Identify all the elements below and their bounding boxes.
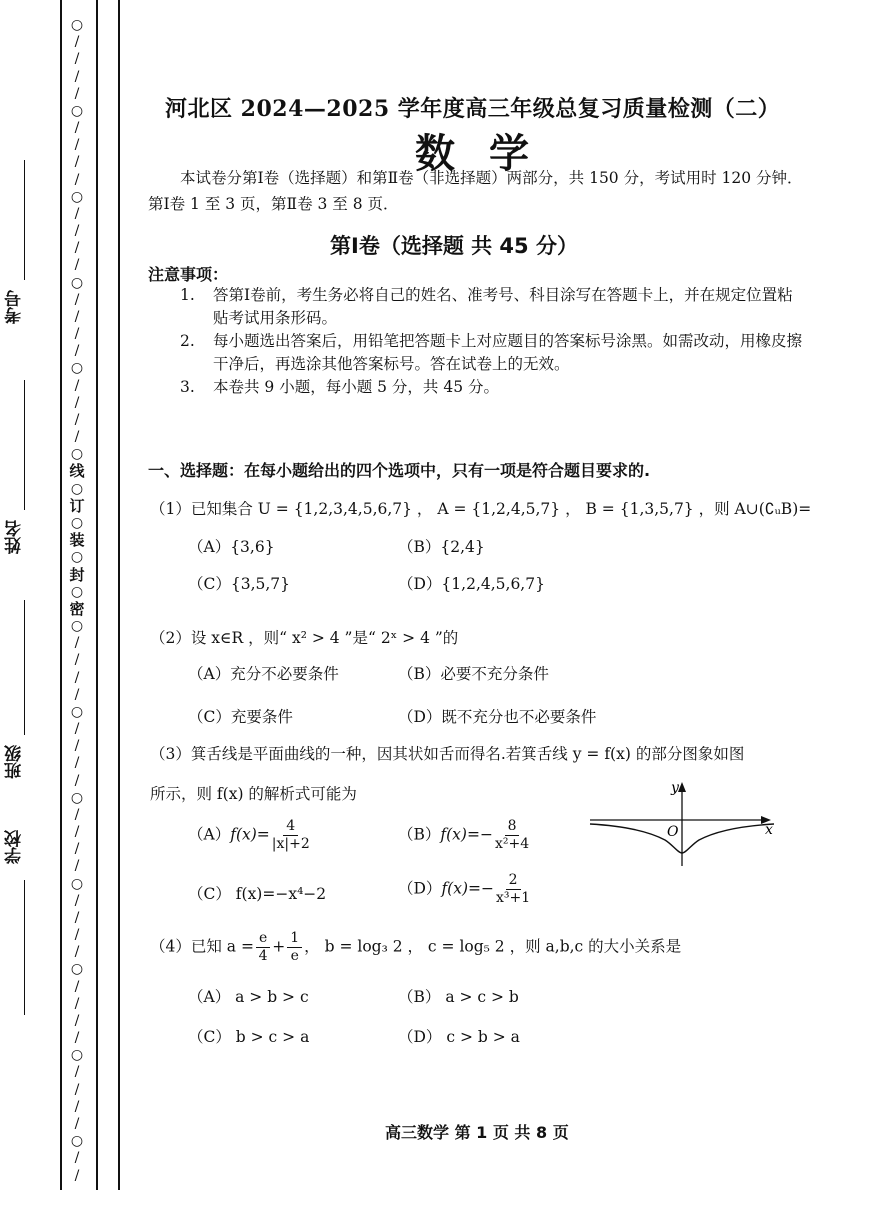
seal-slash: / [74, 652, 80, 669]
question-4-option-d: （D） c > b > a [398, 1028, 520, 1046]
denominator: x³+1 [496, 890, 531, 906]
seal-slash: / [74, 34, 80, 51]
seal-slash: / [74, 257, 80, 274]
seal-word: 订 [69, 496, 85, 515]
seal-ring: ○ [70, 188, 84, 205]
seal-slash: / [74, 806, 80, 823]
y-axis-arrow [678, 782, 686, 792]
question-3-option-a [188, 818, 312, 853]
question-2-option-a: （A）充分不必要条件 [188, 665, 339, 683]
seal-slash: / [74, 909, 80, 926]
seal-slash: / [74, 411, 80, 428]
seal-word: 封 [69, 565, 85, 584]
seal-slash: / [74, 995, 80, 1012]
option-prefix: （B） [398, 825, 441, 844]
seal-slash: / [74, 824, 80, 841]
seal-slash: / [74, 892, 80, 909]
seal-slash: / [74, 1064, 80, 1081]
origin-label: O [667, 824, 679, 840]
seal-ring: ○ [70, 549, 84, 566]
field-label-school: 学校 [5, 830, 25, 864]
seal-slash: / [74, 120, 80, 137]
seal-slash: / [74, 686, 80, 703]
denominator: x²+4 [494, 836, 530, 852]
seal-ring: ○ [70, 514, 84, 531]
seal-slash: / [74, 978, 80, 995]
question-4-option-b: （B） a > c > b [398, 988, 519, 1006]
seal-slash: / [74, 85, 80, 102]
seal-ring: ○ [70, 618, 84, 635]
fraction [256, 930, 270, 965]
seal-ring: ○ [70, 17, 84, 33]
seal-slash: / [74, 154, 80, 171]
notice-number: 2. [180, 332, 195, 350]
notice-text: 本卷共 9 小题，每小题 5 分，共 45 分。 [213, 378, 500, 396]
question-1-option-d: （D）{1,2,4,5,6,7} [398, 575, 545, 593]
question-1-option-c: （C）{3,5,7} [188, 575, 291, 593]
seal-ring: ○ [70, 583, 84, 600]
notice-number: 1. [180, 286, 195, 304]
seal-slash: / [74, 1030, 80, 1047]
function-lhs: f(x)= [230, 825, 270, 844]
question-2-option-b: （B）必要不充分条件 [398, 665, 549, 683]
field-label-name: 姓名 [5, 520, 25, 554]
seal-ring: ○ [70, 961, 84, 978]
denominator: 4 [258, 948, 268, 964]
fraction [495, 818, 529, 853]
notice-item [180, 376, 805, 399]
seal-strip [66, 18, 88, 1183]
seal-word: 密 [69, 599, 85, 618]
seal-slash: / [74, 326, 80, 343]
notice-item [180, 330, 805, 376]
question-2-option-d: （D）既不充分也不必要条件 [398, 708, 597, 726]
seal-slash: / [74, 51, 80, 68]
witch-of-agnesi-graph [585, 778, 785, 868]
seal-slash: / [74, 1081, 80, 1098]
notice-text: 每小题选出答案后，用铅笔把答题卡上对应题目的答案标号涂黑。如需改动，用橡皮擦干净后，再选涂其他答案标号。答在试卷上的无效。 [213, 332, 803, 373]
field-line-exam-number [24, 160, 25, 280]
seal-slash: / [74, 171, 80, 188]
question-1-option-b: （B）{2,4} [398, 538, 485, 556]
seal-slash: / [74, 772, 80, 789]
stem-prefix: （4）已知 a = [150, 937, 254, 956]
notice-text: 答第Ⅰ卷前，考生务必将自己的姓名、准考号、科目涂写在答题卡上，并在规定位置粘贴考试用条形码。 [213, 286, 793, 327]
seal-ring: ○ [70, 480, 84, 497]
seal-slash: / [74, 308, 80, 325]
seal-slash: / [74, 240, 80, 257]
field-line-name [24, 380, 25, 510]
seal-slash: / [74, 291, 80, 308]
seal-slash: / [74, 669, 80, 686]
numerator: 4 [283, 818, 298, 836]
seal-word: 装 [69, 531, 85, 550]
fraction [496, 872, 530, 907]
field-label-exam-number: 考号 [5, 290, 25, 324]
question-2-option-c: （C）充要条件 [188, 708, 293, 726]
question-1-stem: （1）已知集合 U = {1,2,3,4,5,6,7} ， A = {1,2,4,5,7} ， B = {1,3,5,7} ，则 A∪(∁ᵤB)= [150, 500, 812, 518]
seal-word: 线 [69, 462, 85, 481]
numerator: 2 [506, 872, 521, 890]
intro-paragraph: 本试卷分第Ⅰ卷（选择题）和第Ⅱ卷（非选择题）两部分，共 150 分，考试用时 120 分钟．第Ⅰ卷 1 至 3 页，第Ⅱ卷 3 至 8 页． [148, 169, 803, 213]
question-3-option-d [398, 872, 532, 907]
seal-slash: / [74, 944, 80, 961]
seal-ring: ○ [70, 274, 84, 291]
seal-slash: / [74, 635, 80, 652]
seal-slash: / [74, 429, 80, 446]
question-3-stem-line2: 所示，则 f(x) 的解析式可能为 [150, 785, 357, 803]
numerator: 1 [287, 930, 302, 948]
numerator: e [256, 930, 270, 948]
binding-line-right [96, 0, 98, 1190]
seal-ring: ○ [70, 1133, 84, 1150]
seal-slash: / [74, 68, 80, 85]
function-lhs: f(x)=− [440, 825, 493, 844]
stem-rest: ， b = log₃ 2 ， c = log₅ 2 ，则 a,b,c 的大小关系是 [304, 937, 682, 956]
page-footer: 高三数学 第 1 页 共 8 页 [385, 1123, 569, 1142]
field-line-class [24, 600, 25, 735]
seal-slash: / [74, 1167, 80, 1184]
seal-slash: / [74, 858, 80, 875]
x-axis-label: x [765, 822, 773, 838]
part-heading: 一、选择题：在每小题给出的四个选项中，只有一项是符合题目要求的. [148, 461, 651, 480]
question-3-stem-line1: （3）箕舌线是平面曲线的一种，因其状如舌而得名.若箕舌线 y = f(x) 的部分图象如图 [150, 745, 745, 763]
binding-line-left [60, 0, 62, 1190]
question-4-option-a: （A） a > b > c [188, 988, 309, 1006]
denominator: e [290, 948, 299, 964]
seal-ring: ○ [70, 446, 84, 463]
binding-line-outer [118, 0, 120, 1190]
seal-slash: / [74, 755, 80, 772]
question-2-stem: （2）设 x∈R ，则“ x² > 4 ”是“ 2ˣ > 4 ”的 [150, 629, 459, 647]
question-4-option-c: （C） b > c > a [188, 1028, 310, 1046]
fraction [272, 818, 310, 853]
plus-sign: + [272, 937, 286, 956]
y-axis-label: y [671, 780, 679, 796]
seal-ring: ○ [70, 789, 84, 806]
seal-slash: / [74, 343, 80, 360]
notice-heading: 注意事项： [148, 265, 229, 284]
option-prefix: （D） [398, 879, 442, 898]
question-4-stem [150, 930, 681, 965]
field-label-class: 班级 [5, 745, 25, 779]
section-title: 第Ⅰ卷（选择题 共 45 分） [330, 234, 578, 258]
seal-slash: / [74, 223, 80, 240]
seal-ring: ○ [70, 360, 84, 377]
option-prefix: （A） [188, 825, 231, 844]
seal-slash: / [74, 1012, 80, 1029]
subject-title: 数学 [415, 131, 563, 177]
numerator: 8 [505, 818, 520, 836]
seal-slash: / [74, 841, 80, 858]
question-1-option-a: （A）{3,6} [188, 538, 275, 556]
seal-slash: / [74, 721, 80, 738]
seal-slash: / [74, 1098, 80, 1115]
seal-ring: ○ [70, 703, 84, 720]
seal-ring: ○ [70, 1047, 84, 1064]
seal-slash: / [74, 205, 80, 222]
seal-slash: / [74, 1116, 80, 1132]
function-lhs: f(x)=− [441, 879, 494, 898]
seal-ring: ○ [70, 102, 84, 119]
question-3-option-b [398, 818, 531, 853]
notice-item [180, 284, 805, 330]
notice-number: 3. [180, 378, 195, 396]
seal-slash: / [74, 1150, 80, 1167]
fraction [287, 930, 302, 965]
exam-title: 河北区 2024—2025 学年度高三年级总复习质量检测（二） [165, 96, 781, 122]
seal-slash: / [74, 137, 80, 154]
seal-slash: / [74, 927, 80, 944]
seal-slash: / [74, 377, 80, 394]
denominator: |x|+2 [271, 836, 310, 852]
field-line-school [24, 880, 25, 1015]
seal-slash: / [74, 394, 80, 411]
seal-slash: / [74, 738, 80, 755]
seal-ring: ○ [70, 875, 84, 892]
question-3-option-c: （C） f(x)=−x⁴−2 [188, 885, 327, 903]
